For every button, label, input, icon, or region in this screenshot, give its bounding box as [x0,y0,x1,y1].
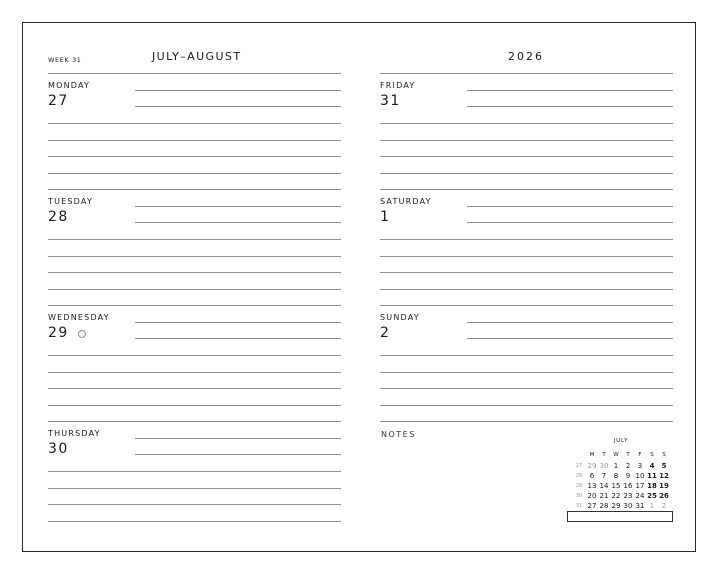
writing-line [380,405,673,406]
writing-line [380,73,673,74]
writing-line [135,222,341,223]
weekday-header: T [602,452,606,458]
writing-line [380,289,673,290]
writing-line [48,123,341,124]
calendar-day: 28 [599,502,609,510]
calendar-day: 1 [613,462,619,470]
calendar-day: 22 [611,492,621,500]
week-number: 30 [575,493,583,499]
weekday-header: T [626,452,630,458]
calendar-day: 12 [659,472,669,480]
calendar-day: 27 [587,502,597,510]
calendar-day: 16 [623,482,633,490]
calendar-day: 26 [659,492,669,500]
calendar-day: 3 [637,462,643,470]
day-number: 2 [380,325,391,341]
calendar-day: 1 [649,502,655,510]
calendar-day: 23 [623,492,633,500]
calendar-day: 18 [647,482,657,490]
calendar-day: 5 [661,462,667,470]
writing-line [380,173,673,174]
week-number: 28 [575,473,583,479]
writing-line [48,256,341,257]
day-name: SUNDAY [380,313,420,322]
calendar-day: 25 [647,492,657,500]
writing-line [135,106,341,107]
writing-line [48,421,341,422]
writing-line [48,239,341,240]
writing-line [380,239,673,240]
calendar-day: 9 [625,472,631,480]
writing-line [48,471,341,472]
calendar-day: 30 [599,462,609,470]
mini-calendar-title: JULY [613,438,629,444]
current-week-highlight [567,511,673,522]
day-number: 1 [380,209,391,225]
calendar-day: 2 [661,502,667,510]
week-number: 27 [575,463,583,469]
writing-line [48,73,341,74]
calendar-day: 24 [635,492,645,500]
writing-line [467,106,673,107]
day-number: 28 [48,209,69,225]
writing-line [48,272,341,273]
week-number: 31 [575,503,583,509]
writing-line [467,206,673,207]
writing-line [380,189,673,190]
writing-line [48,405,341,406]
writing-line [135,438,341,439]
writing-line [48,305,341,306]
writing-line [380,272,673,273]
day-name: THURSDAY [48,429,101,438]
calendar-day: 15 [611,482,621,490]
month-range-title: JULY–AUGUST [152,50,242,63]
writing-line [48,156,341,157]
weekday-header: W [613,452,619,458]
calendar-day: 21 [599,492,609,500]
writing-line [135,338,341,339]
day-number: 29 [48,325,69,341]
calendar-day: 30 [623,502,633,510]
week-number: 29 [575,483,583,489]
calendar-day: 29 [587,462,597,470]
writing-line [380,372,673,373]
writing-line [48,189,341,190]
calendar-day: 4 [649,462,655,470]
calendar-day: 13 [587,482,597,490]
writing-line [467,322,673,323]
writing-line [48,289,341,290]
week-label: WEEK 31 [48,56,82,64]
notes-label: NOTES [381,430,416,439]
writing-line [48,372,341,373]
writing-line [135,90,341,91]
writing-line [467,222,673,223]
day-number: 27 [48,93,69,109]
writing-line [380,256,673,257]
writing-line [48,488,341,489]
writing-line [48,504,341,505]
calendar-day: 8 [613,472,619,480]
writing-line [135,206,341,207]
calendar-day: 14 [599,482,609,490]
day-number: 31 [380,93,401,109]
day-name: SATURDAY [380,197,432,206]
calendar-day: 31 [635,502,645,510]
calendar-day: 7 [601,472,607,480]
calendar-day: 17 [635,482,645,490]
day-name: WEDNESDAY [48,313,110,322]
weekday-header: S [662,452,666,458]
calendar-day: 6 [589,472,595,480]
weekday-header: M [589,452,595,458]
year-title: 2026 [508,50,544,63]
calendar-day: 11 [647,472,657,480]
weekday-header: S [650,452,654,458]
writing-line [380,388,673,389]
writing-line [467,338,673,339]
calendar-day: 2 [625,462,631,470]
writing-line [48,140,341,141]
writing-line [467,90,673,91]
calendar-day: 29 [611,502,621,510]
day-name: FRIDAY [380,81,416,90]
day-number: 30 [48,441,69,457]
writing-line [48,355,341,356]
writing-line [380,421,673,422]
calendar-day: 19 [659,482,669,490]
weekday-header: F [638,452,642,458]
calendar-day: 10 [635,472,645,480]
day-name: TUESDAY [48,197,94,206]
writing-line [380,355,673,356]
writing-line [380,140,673,141]
writing-line [380,305,673,306]
writing-line [48,388,341,389]
writing-line [135,454,341,455]
writing-line [380,123,673,124]
writing-line [48,521,341,522]
writing-line [135,322,341,323]
calendar-day: 20 [587,492,597,500]
writing-line [380,156,673,157]
writing-line [48,173,341,174]
day-name: MONDAY [48,81,91,90]
moon-phase-icon [78,330,86,338]
